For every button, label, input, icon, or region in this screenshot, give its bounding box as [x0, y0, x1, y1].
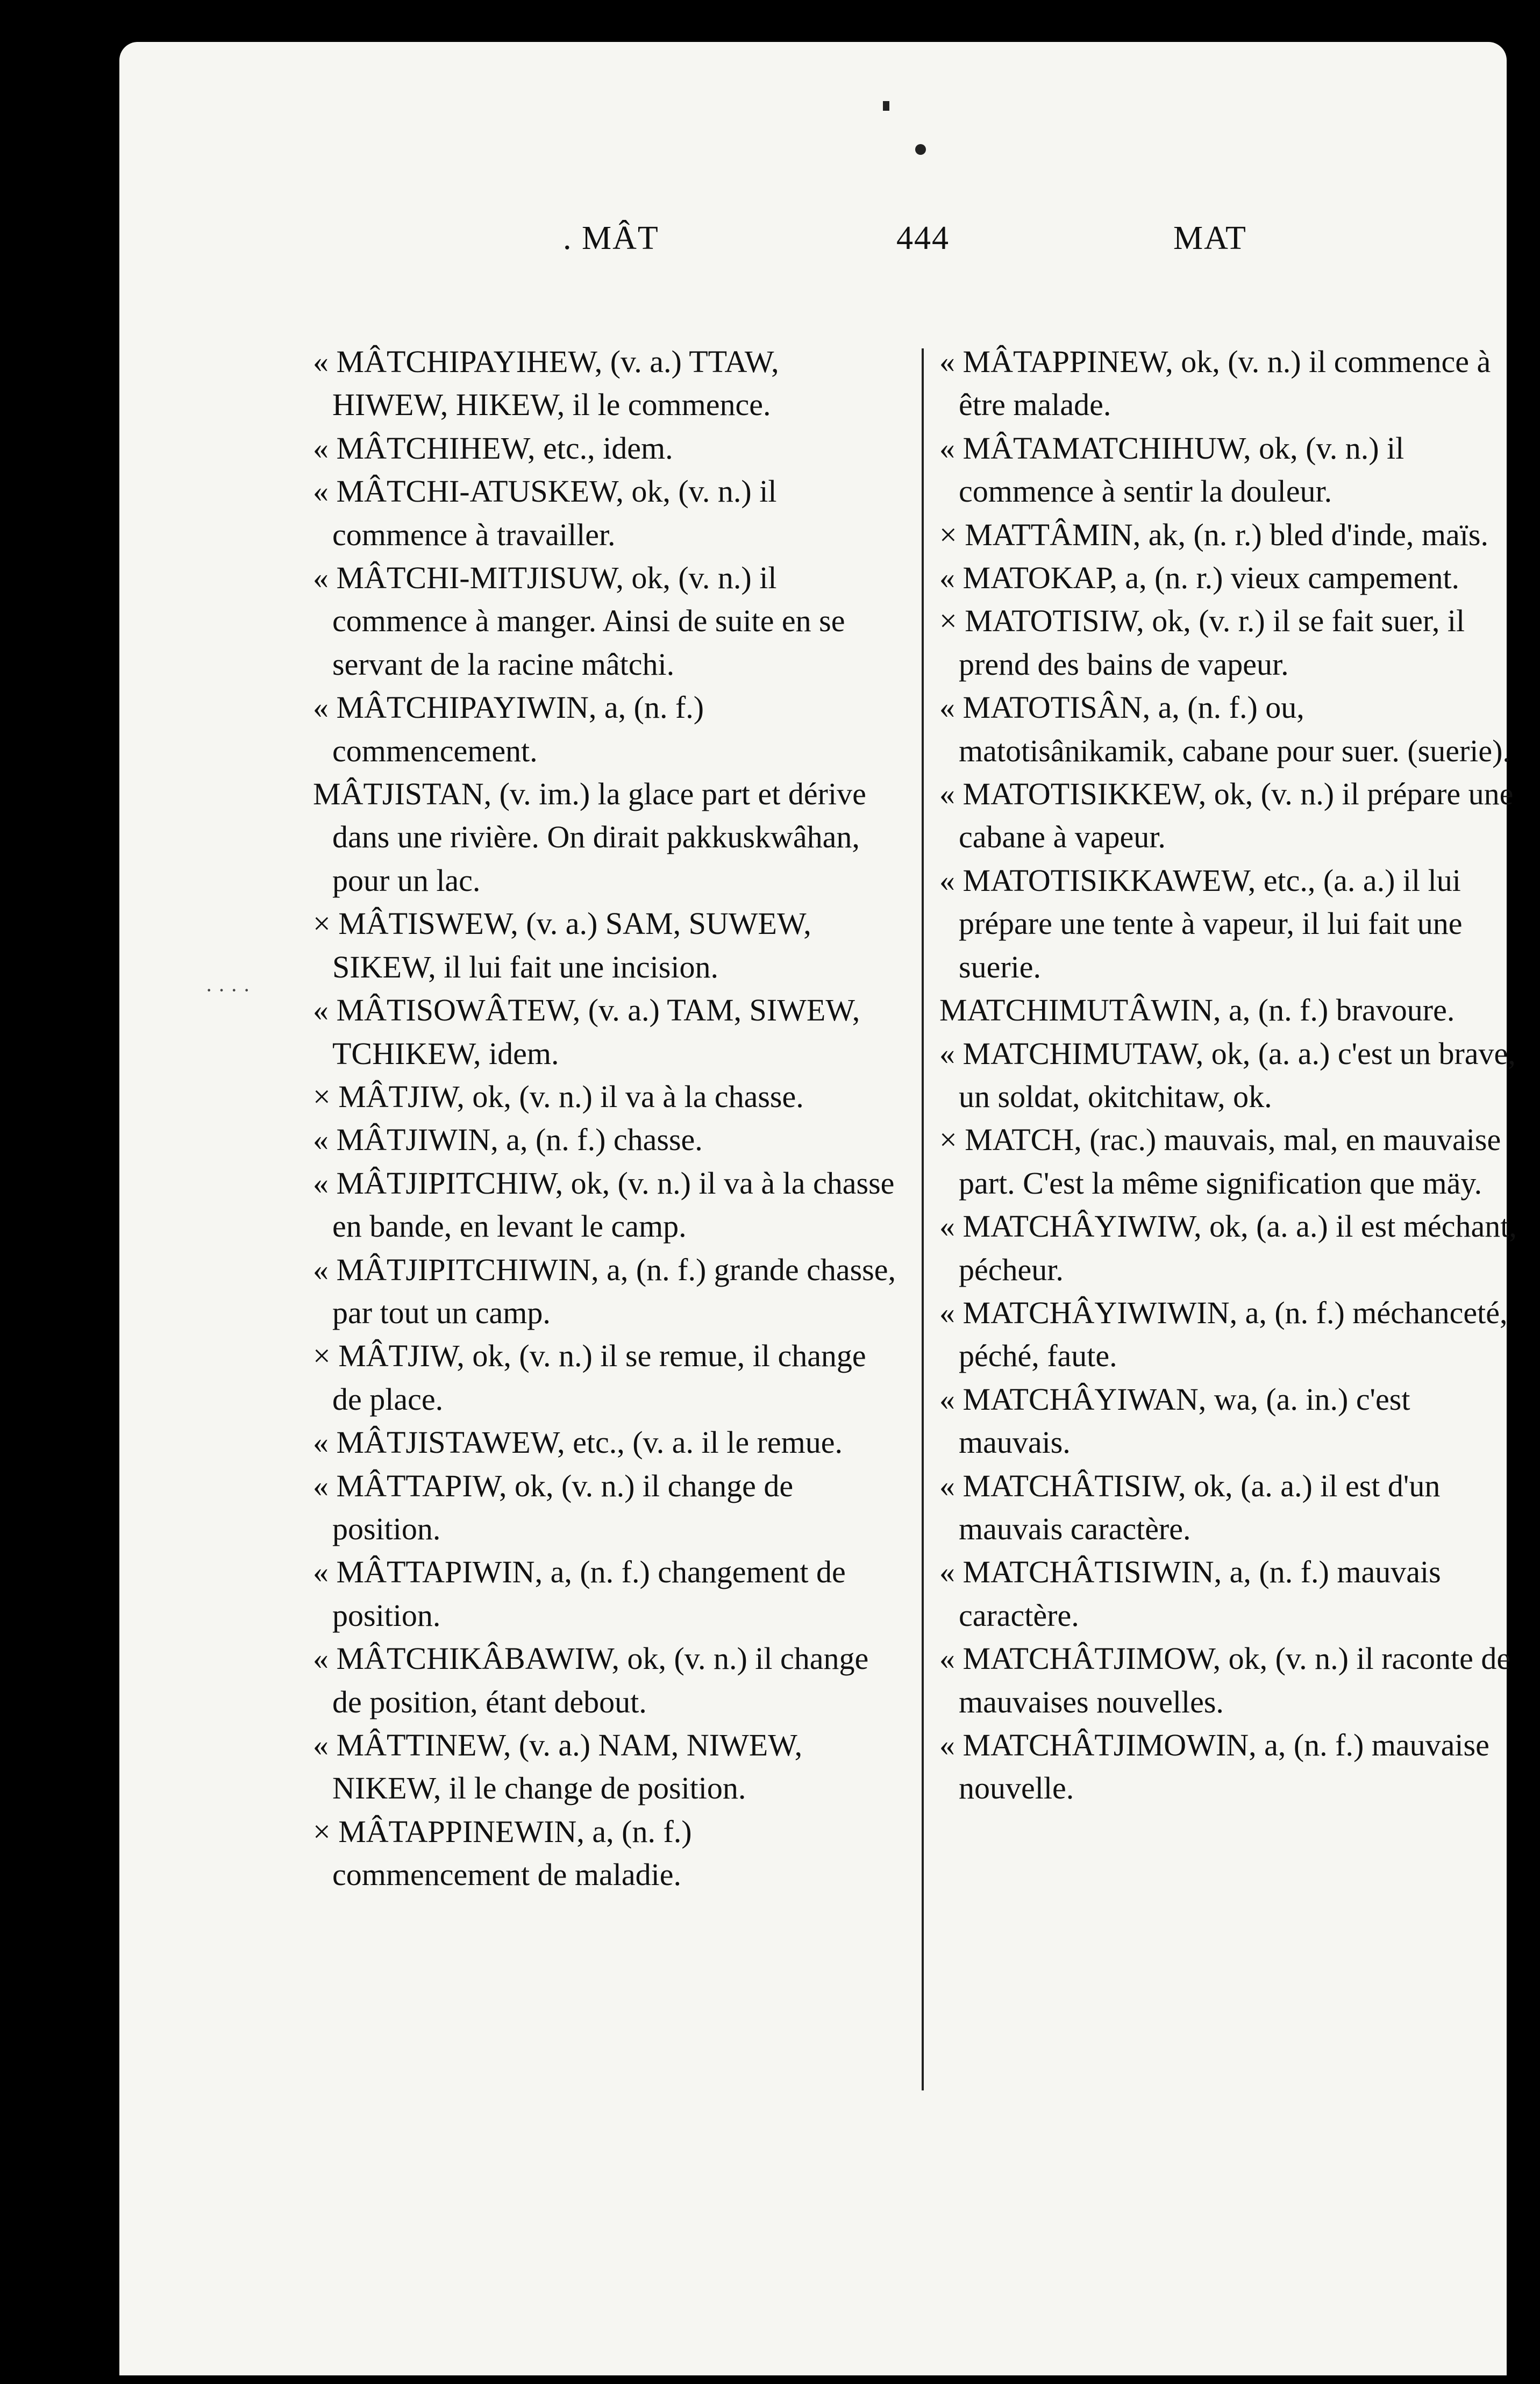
entry: MÂTJISTAN, (v. im.) la glace part et dérive dans une rivière. On dirait pakkuskwâhan, pour un lac.	[313, 776, 866, 898]
entry: « MATOTISIKKEW, ok, (v. n.) il prépare une cabane à vapeur.	[939, 776, 1514, 855]
entry: « MÂTCHI-ATUSKEW, ok, (v. n.) il commence à travailler.	[313, 474, 777, 552]
entry: « MÂTTINEW, (v. a.) NAM, NIWEW, NIKEW, il le change de position.	[313, 1728, 803, 1806]
entry: × MATOTISIW, ok, (v. r.) il se fait suer, il prend des bains de vapeur.	[939, 603, 1465, 682]
entry: × MÂTISWEW, (v. a.) SAM, SUWEW, SIKEW, il lui fait une incision.	[313, 906, 811, 984]
entry: « MÂTCHI-MITJISUW, ok, (v. n.) il commence à manger. Ainsi de suite en se servant de la racine mâtchi.	[313, 560, 845, 682]
entry: × MÂTJIW, ok, (v. n.) il va à la chasse.	[313, 1079, 804, 1114]
entry: « MATCHÂTJIMOWIN, a, (n. f.) mauvaise nouvelle.	[939, 1728, 1489, 1806]
entry: « MATCHÂYIWIW, ok, (a. a.) il est méchant, pécheur.	[939, 1209, 1517, 1287]
left-column	[313, 340, 896, 1897]
entry: × MATCH, (rac.) mauvais, mal, en mauvaise part. C'est la même signification que mäy.	[939, 1122, 1501, 1201]
margin-dots: · · · ·	[205, 978, 251, 1002]
entry: « MATOTISIKKAWEW, etc., (a. a.) il lui prépare une tente à vapeur, il lui fait une suerie.	[939, 862, 1463, 984]
entry: « MÂTJIPITCHIWIN, a, (n. f.) grande chasse, par tout un camp.	[313, 1252, 896, 1330]
entry: « MATCHÂYIWAN, wa, (a. in.) c'est mauvais.	[939, 1381, 1410, 1460]
entry: « MATCHÂTISIWIN, a, (n. f.) mauvais caractère.	[939, 1554, 1441, 1633]
entry: « MÂTCHIPAYIHEW, (v. a.) TTAW, HIWEW, HIKEW, il le commence.	[313, 344, 779, 423]
entry: « MATCHÂYIWIWIN, a, (n. f.) méchanceté, péché, faute.	[939, 1295, 1508, 1374]
entry: × MATTÂMIN, ak, (n. r.) bled d'inde, maïs.	[939, 517, 1488, 552]
column-divider	[922, 348, 924, 2090]
right-column	[939, 340, 1525, 1810]
entry: × MÂTAPPINEWIN, a, (n. f.) commencement de maladie.	[313, 1814, 692, 1893]
entry: « MÂTAMATCHIHUW, ok, (v. n.) il commence à sentir la douleur.	[939, 430, 1404, 509]
running-head-left: . MÂT	[563, 220, 659, 256]
entry: « MATCHÂTISIW, ok, (a. a.) il est d'un mauvais caractère.	[939, 1468, 1441, 1546]
entry: « MATCHIMUTAW, ok, (a. a.) c'est un brave, un soldat, okitchitaw, ok.	[939, 1036, 1516, 1114]
running-head-right: MAT	[1173, 220, 1247, 256]
page-number: 444	[896, 220, 950, 256]
dictionary-page	[119, 42, 1517, 2375]
entry: « MÂTAPPINEW, ok, (v. n.) il commence à être malade.	[939, 344, 1491, 423]
entry: « MÂTCHIPAYIWIN, a, (n. f.) commencement.	[313, 690, 704, 768]
entry: « MÂTCHIHEW, etc., idem.	[313, 430, 673, 466]
entry: « MÂTJIPITCHIW, ok, (v. n.) il va à la chasse en bande, en levant le camp.	[313, 1165, 895, 1244]
entry: « MÂTJISTAWEW, etc., (v. a. il le remue.	[313, 1425, 843, 1460]
entry: « MÂTTAPIWIN, a, (n. f.) changement de position.	[313, 1554, 846, 1633]
entry: « MÂTISOWÂTEW, (v. a.) TAM, SIWEW, TCHIKEW, idem.	[313, 993, 860, 1071]
entry: « MÂTCHIKÂBAWIW, ok, (v. n.) il change de position, étant debout.	[313, 1641, 869, 1719]
entry: MATCHIMUTÂWIN, a, (n. f.) bravoure.	[939, 993, 1455, 1028]
entry: « MÂTTAPIW, ok, (v. n.) il change de position.	[313, 1468, 794, 1546]
scan-speck	[915, 144, 926, 155]
entry: « MATOTISÂN, a, (n. f.) ou, matotisânikamik, cabane pour suer. (suerie).	[939, 690, 1510, 768]
entry: « MÂTJIWIN, a, (n. f.) chasse.	[313, 1122, 703, 1158]
running-head	[119, 219, 1507, 268]
entry: × MÂTJIW, ok, (v. n.) il se remue, il change de place.	[313, 1338, 866, 1417]
entry: « MATCHÂTJIMOW, ok, (v. n.) il raconte de mauvaises nouvelles.	[939, 1641, 1511, 1719]
scan-speck	[883, 101, 889, 111]
entry: « MATOKAP, a, (n. r.) vieux campement.	[939, 560, 1460, 596]
